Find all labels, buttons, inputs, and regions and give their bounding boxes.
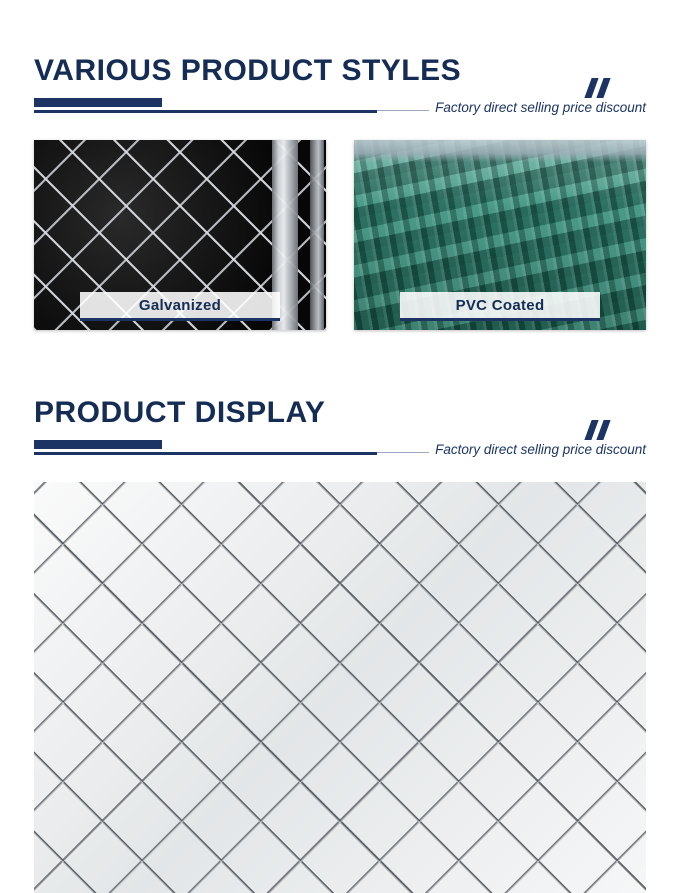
double-slash-icon: [588, 78, 614, 98]
product-card-pvc-coated[interactable]: [354, 140, 646, 330]
product-style-cards: [34, 140, 646, 330]
page-title: PRODUCT DISPLAY: [34, 396, 326, 429]
pvc-highlight-decor: [354, 140, 646, 162]
fence-post-secondary-decor: [310, 140, 324, 330]
product-card-galvanized[interactable]: [34, 140, 326, 330]
divider-thin-line: [34, 110, 377, 113]
section-tagline: Factory direct selling price discount: [429, 442, 646, 457]
divider-thick-bar: [34, 98, 162, 107]
section-tagline: Factory direct selling price discount: [429, 100, 646, 115]
double-slash-icon: [588, 420, 614, 440]
product-card-caption: PVC Coated: [400, 292, 600, 321]
product-card-caption: Galvanized: [80, 292, 280, 321]
page-title: VARIOUS PRODUCT STYLES: [34, 54, 462, 87]
divider-thin-line: [34, 452, 377, 455]
chain-link-mesh-texture: [34, 482, 646, 893]
section-divider: [34, 94, 646, 116]
divider-thick-bar: [34, 440, 162, 449]
product-display-image[interactable]: [34, 482, 646, 893]
section-divider: [34, 436, 646, 458]
